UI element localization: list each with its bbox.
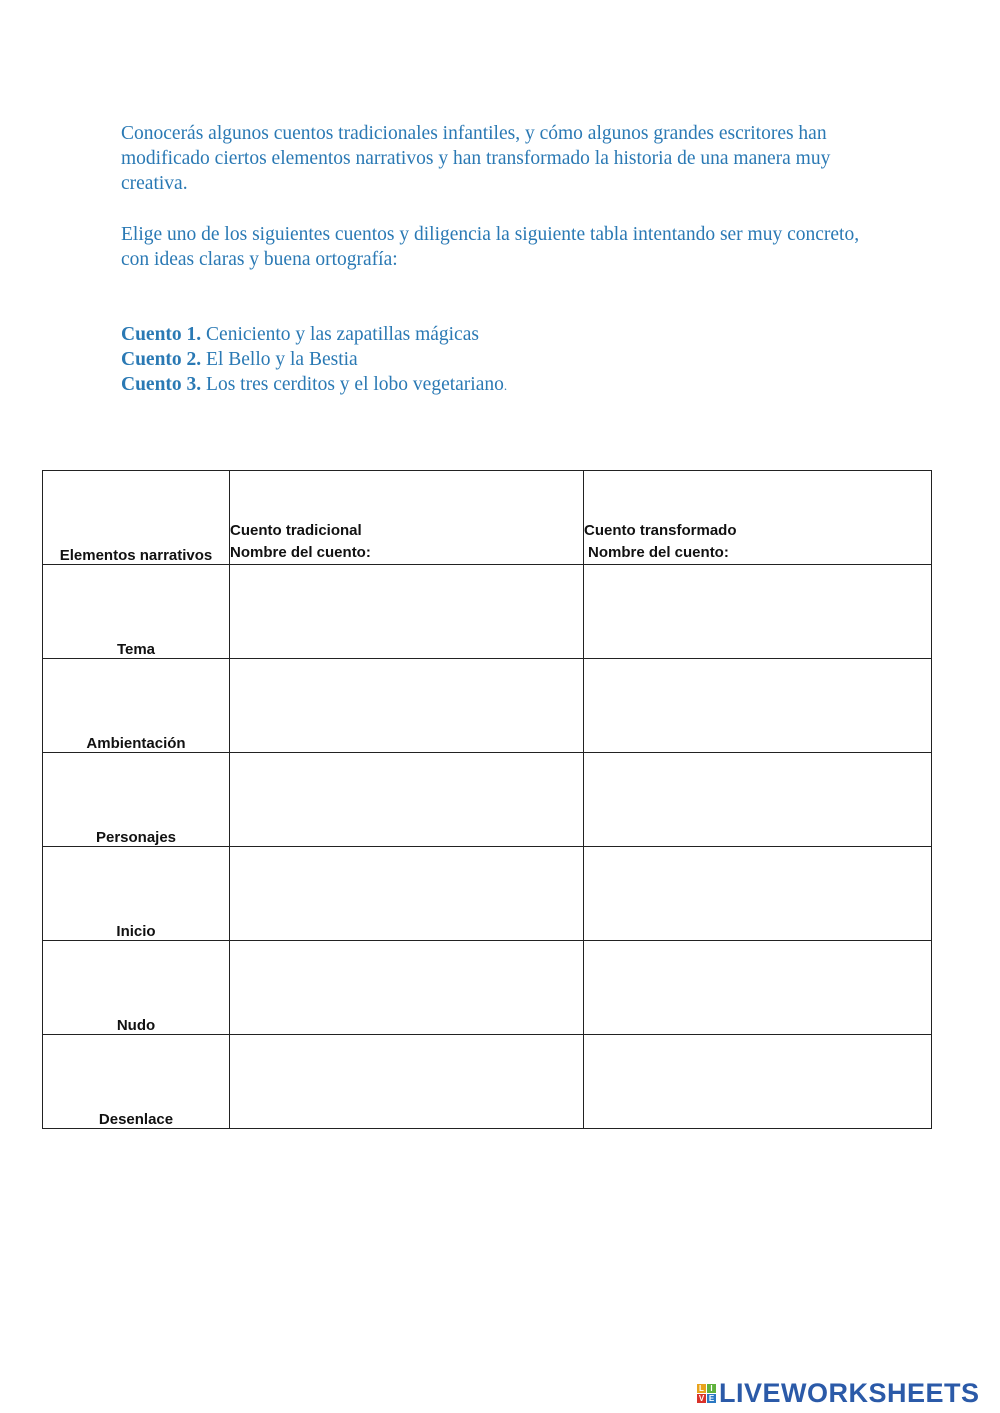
- answer-cell-transformed-nudo[interactable]: [584, 941, 932, 1035]
- intro-paragraph-2: Elige uno de los siguientes cuentos y diligencia la siguiente tabla intentando ser muy concreto, con ideas claras y buena ortografía:: [121, 224, 860, 270]
- table-row: [43, 941, 932, 1035]
- answer-cell-traditional-ambientacion[interactable]: [230, 659, 584, 753]
- row-label-desenlace: Desenlace: [43, 1035, 230, 1129]
- row-label-ambientacion: Ambientación: [43, 659, 230, 753]
- answer-cell-traditional-personajes[interactable]: [230, 753, 584, 847]
- answer-cell-traditional-desenlace[interactable]: [230, 1035, 584, 1129]
- answer-cell-traditional-inicio[interactable]: [230, 847, 584, 941]
- row-label-inicio: Inicio: [43, 847, 230, 941]
- story-list: [121, 322, 507, 398]
- table-row: [43, 565, 932, 659]
- row-label-nudo: Nudo: [43, 941, 230, 1035]
- answer-cell-traditional-nudo[interactable]: [230, 941, 584, 1035]
- header-traditional-title: Cuento tradicional: [230, 522, 362, 539]
- answer-cell-traditional-tema[interactable]: [230, 565, 584, 659]
- liveworksheets-logo-mark-icon: [697, 1384, 716, 1403]
- liveworksheets-logo: [697, 1378, 980, 1408]
- row-label-personajes: Personajes: [43, 753, 230, 847]
- table-header-row: [43, 471, 932, 565]
- logo-mark-letter: E: [708, 1393, 715, 1403]
- logo-mark-letter: L: [697, 1384, 706, 1393]
- story-item: [121, 372, 507, 398]
- table-row: [43, 659, 932, 753]
- story-number: Cuento 1.: [121, 324, 202, 345]
- story-title: Los tres cerditos y el lobo vegetariano: [206, 374, 504, 395]
- header-cuento-tradicional: [230, 471, 584, 565]
- logo-mark-letter: V: [698, 1393, 705, 1403]
- answer-cell-transformed-tema[interactable]: [584, 565, 932, 659]
- story-item: [121, 347, 507, 372]
- answer-cell-transformed-ambientacion[interactable]: [584, 659, 932, 753]
- answer-cell-transformed-personajes[interactable]: [584, 753, 932, 847]
- header-traditional-name-label: Nombre del cuento:: [230, 544, 371, 561]
- story-title-period: .: [503, 378, 508, 393]
- header-elements-narrativos: Elementos narrativos: [43, 471, 230, 565]
- story-item: [121, 322, 507, 347]
- answer-cell-transformed-desenlace[interactable]: [584, 1035, 932, 1129]
- logo-mark-letter: I: [707, 1384, 716, 1393]
- story-number: Cuento 2.: [121, 349, 202, 370]
- answer-cell-transformed-inicio[interactable]: [584, 847, 932, 941]
- header-transformed-title: Cuento transformado: [584, 522, 737, 539]
- header-cuento-transformado: [584, 471, 932, 565]
- liveworksheets-logo-text: LIVEWORKSHEETS: [719, 1377, 980, 1408]
- table-row: [43, 753, 932, 847]
- story-number: Cuento 3.: [121, 374, 202, 395]
- intro-paragraph-1: Conocerás algunos cuentos tradicionales infantiles, y cómo algunos grandes escritores han modificado ciertos elementos narrativos y han transformado la historia de una manera muy creativa.: [121, 123, 831, 194]
- story-title: Ceniciento y las zapatillas mágicas: [206, 324, 479, 345]
- story-title: El Bello y la Bestia: [206, 349, 358, 370]
- header-transformed-name-label: Nombre del cuento:: [588, 544, 729, 561]
- table-row: [43, 1035, 932, 1129]
- table-row: [43, 847, 932, 941]
- narrative-elements-table: [42, 470, 932, 1129]
- row-label-tema: Tema: [43, 565, 230, 659]
